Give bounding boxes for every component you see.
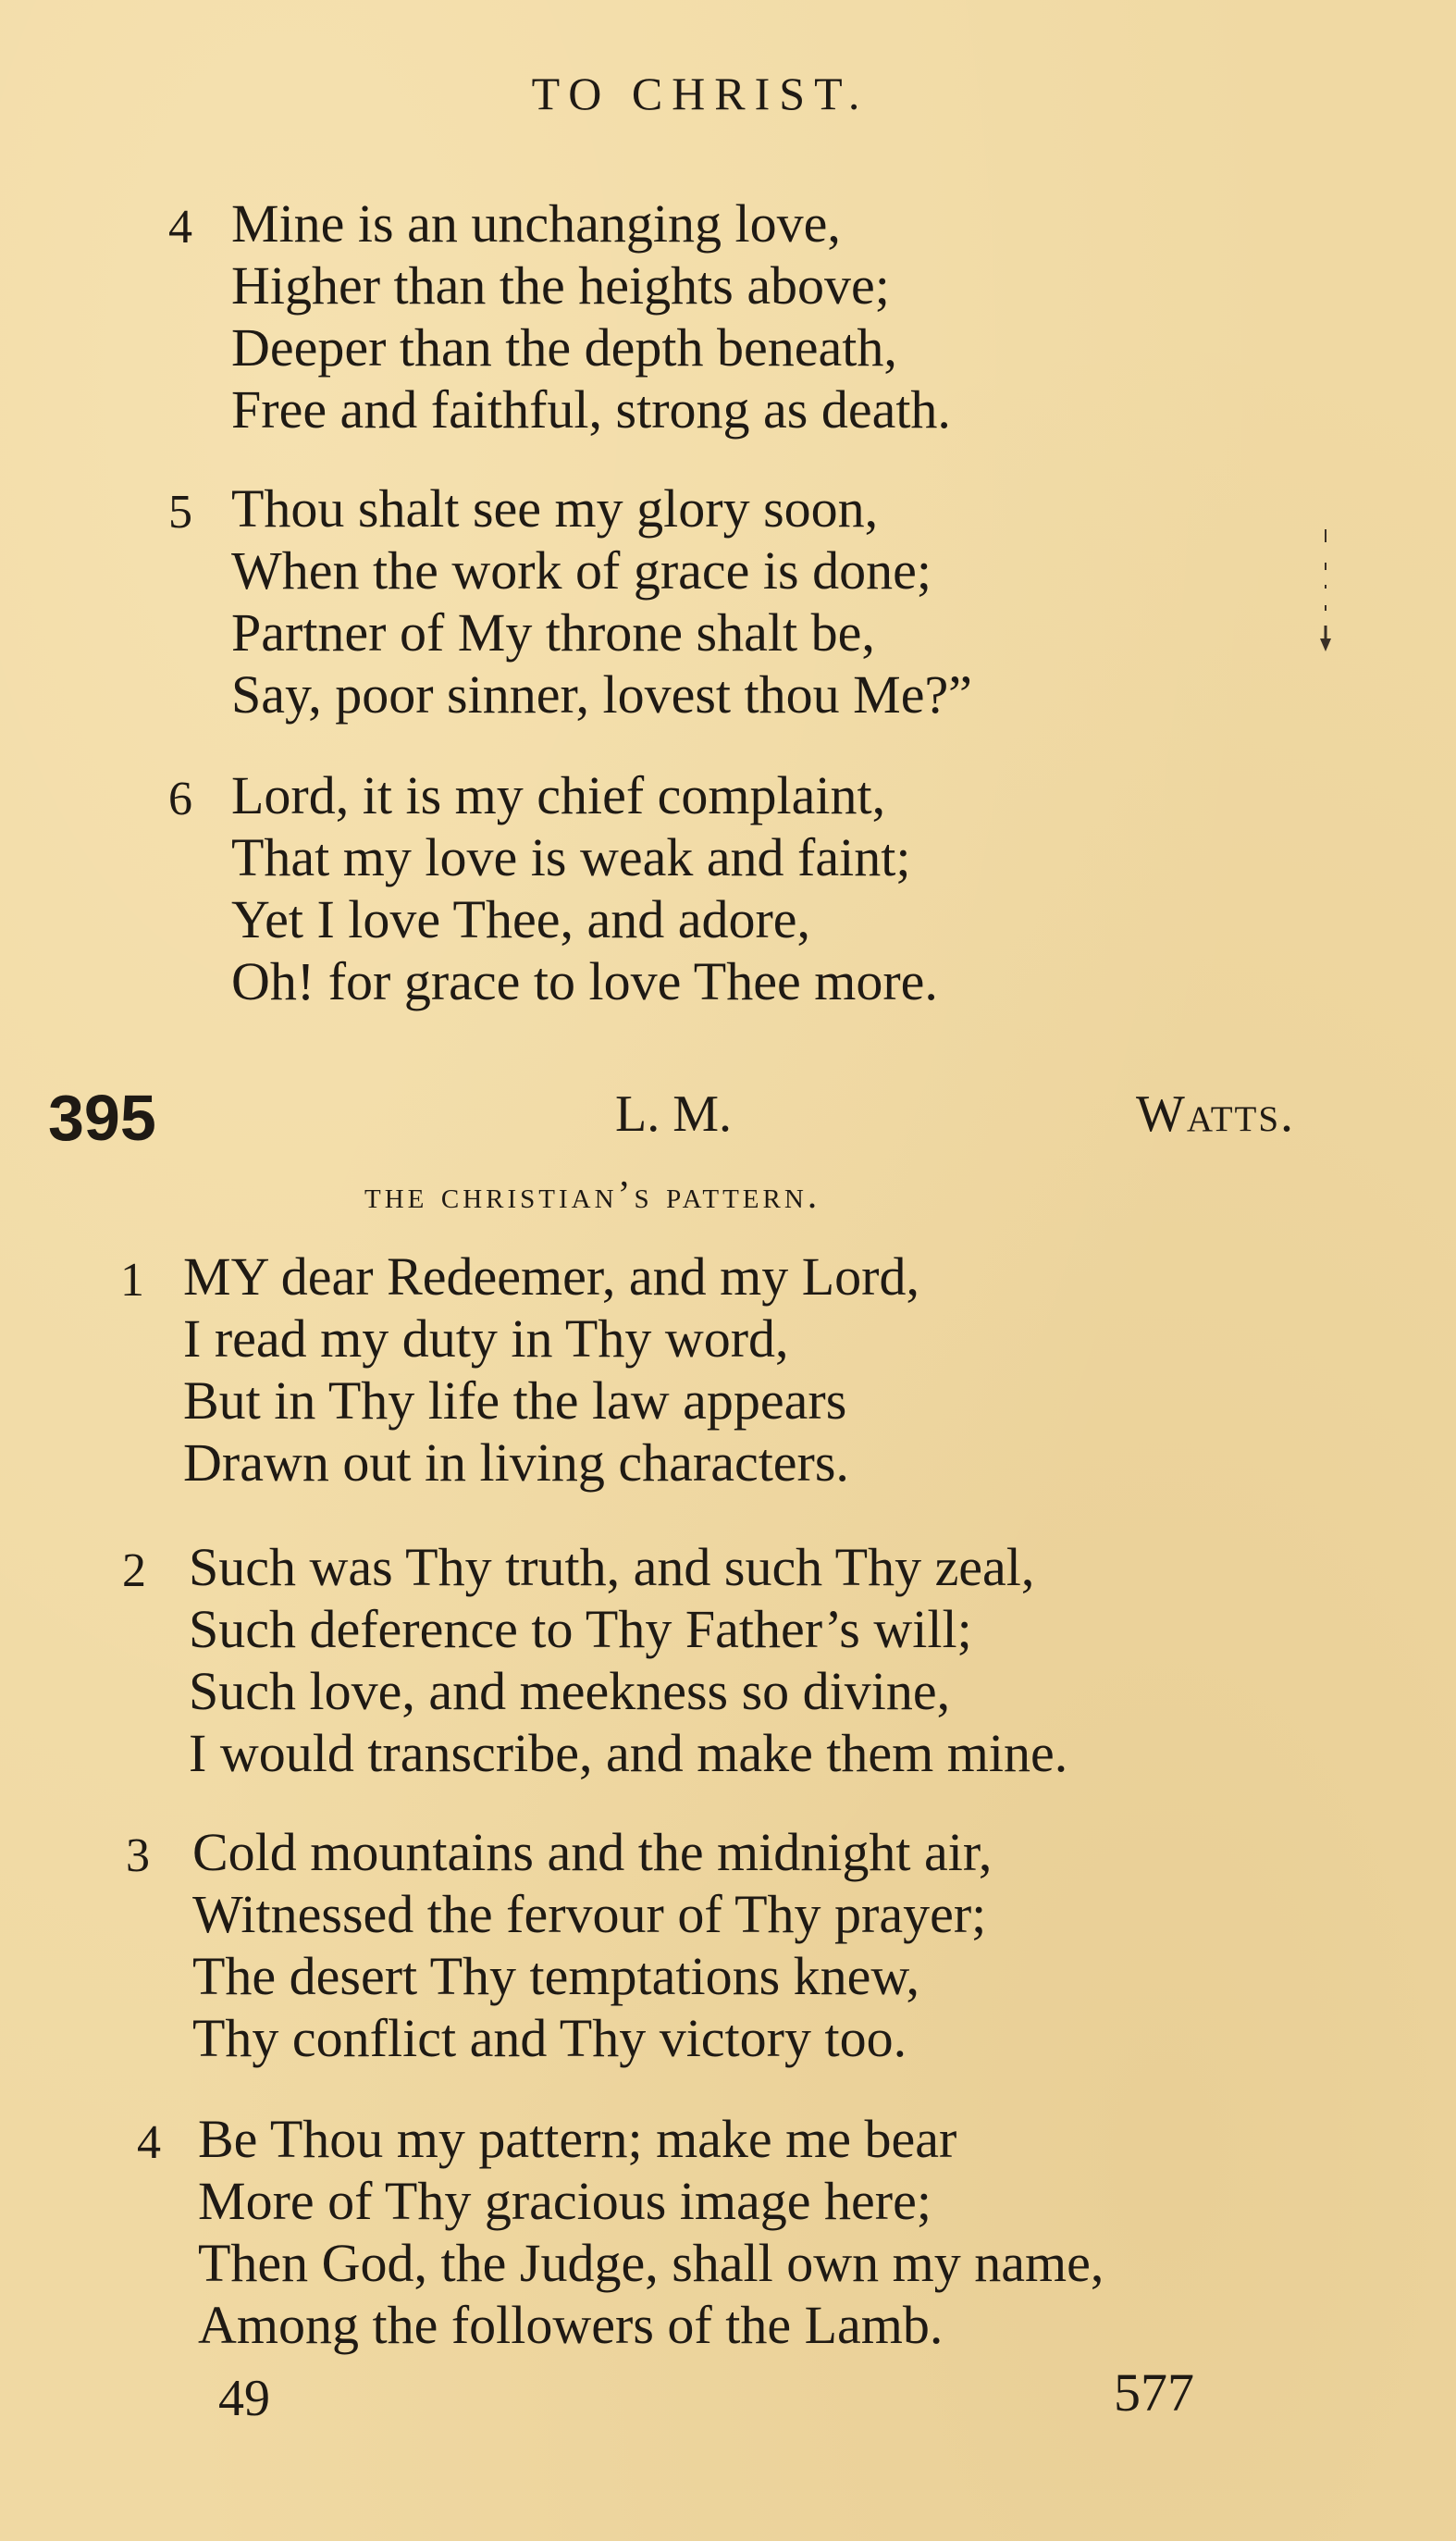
verse-line: Cold mountains and the midnight air,: [192, 1822, 993, 1882]
verse-line: Yet I love Thee, and adore,: [231, 889, 811, 949]
stanza-number: 1: [120, 1254, 144, 1307]
verse-line: The desert Thy temptations knew,: [192, 1946, 920, 2006]
verse-line: More of Thy gracious image here;: [198, 2171, 932, 2231]
hymn-stanza-3: [126, 1821, 993, 2069]
stanza-number: 4: [137, 2116, 161, 2169]
stanza-number: 3: [126, 1829, 150, 1882]
verse-line: Free and faithful, strong as death.: [231, 379, 951, 440]
verse-line: Thy conflict and Thy victory too.: [192, 2008, 907, 2068]
prev-stanza-4: [168, 192, 951, 440]
verse-line: Drawn out in living characters.: [183, 1432, 849, 1493]
hymn-author: Watts.: [1136, 1085, 1296, 1143]
verse-line: Oh! for grace to love Thee more.: [231, 951, 938, 1011]
verse-line: Such deference to Thy Father’s will;: [189, 1599, 972, 1659]
signature-mark: 49: [218, 2370, 270, 2427]
verse-line: Such was Thy truth, and such Thy zeal,: [189, 1537, 1035, 1597]
hymn-stanza-2: [122, 1536, 1068, 1784]
verse-line: Say, poor sinner, lovest thou Me?”: [231, 664, 972, 725]
stanza-number: 2: [122, 1544, 146, 1597]
prev-stanza-5: [168, 477, 972, 725]
hymn-stanza-1: [120, 1246, 919, 1494]
verse-line: Mine is an unchanging love,: [231, 193, 841, 254]
verse-line: Such love, and meekness so divine,: [189, 1661, 951, 1721]
hymn-number: 395: [48, 1082, 156, 1154]
verse-line: Thou shalt see my glory soon,: [231, 478, 879, 539]
verse-line: Among the followers of the Lamb.: [198, 2295, 944, 2355]
margin-mark-decoration: [1317, 529, 1334, 659]
hymn-title: the christian’s pattern.: [364, 1174, 821, 1217]
stanza-number: 5: [168, 486, 192, 539]
stanza-number: 4: [168, 201, 192, 254]
verse-line: Partner of My throne shalt be,: [231, 602, 875, 663]
verse-line: When the work of grace is done;: [231, 540, 932, 601]
verse-line: Then God, the Judge, shall own my name,: [198, 2233, 1104, 2293]
verse-line: Higher than the heights above;: [231, 255, 890, 316]
stanza-number: 6: [168, 773, 192, 825]
page-number: 577: [1114, 2362, 1194, 2423]
verse-line: Lord, it is my chief complaint,: [231, 765, 886, 825]
verse-line: But in Thy life the law appears: [183, 1370, 847, 1431]
verse-line: Deeper than the depth beneath,: [231, 317, 897, 378]
verse-line: MY dear Redeemer, and my Lord,: [183, 1246, 919, 1307]
hymn-meter: L. M.: [615, 1085, 732, 1143]
prev-stanza-6: [168, 764, 938, 1012]
hymn-stanza-4: [137, 2108, 1104, 2356]
verse-line: I would transcribe, and make them mine.: [189, 1723, 1068, 1783]
verse-line: That my love is weak and faint;: [231, 827, 911, 887]
verse-line: Witnessed the fervour of Thy prayer;: [192, 1884, 987, 1944]
verse-line: Be Thou my pattern; make me bear: [198, 2109, 957, 2169]
running-head: TO CHRIST.: [531, 68, 870, 119]
verse-line: I read my duty in Thy word,: [183, 1308, 789, 1369]
